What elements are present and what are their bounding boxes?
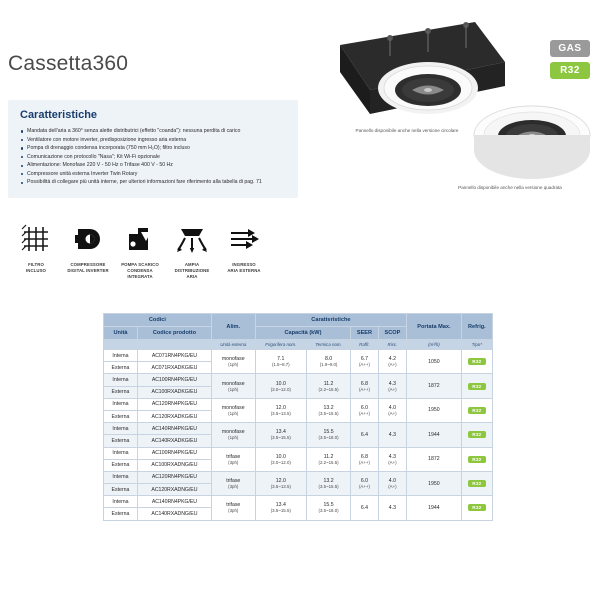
cell-codice-esterna: AC100RXADKG/EU — [138, 386, 212, 398]
refrigerant-badge: R32 — [468, 456, 485, 463]
cell-unita-esterna: Esterna — [104, 459, 138, 471]
table-subheader-codice — [138, 340, 212, 350]
cell-capacita-termica: 11.2 (2.2~15.5) — [306, 447, 350, 471]
feature-icon-strip — [10, 222, 270, 281]
cell-portata-max: 1872 — [407, 374, 462, 398]
table-row — [104, 398, 493, 410]
table-row — [104, 447, 493, 459]
refrigerant-badge: R32 — [468, 383, 485, 390]
cell-capacita-frigorifera: 12.0 (3.5~13.5) — [255, 471, 306, 495]
cell-capacita-frigorifera: 7.1 (1.5~8.7) — [255, 350, 306, 374]
condensate-pump-icon — [123, 222, 157, 256]
square-cassette-unit — [340, 22, 505, 114]
table-row — [104, 350, 493, 362]
table-header-capacita: Capacità (kW) — [255, 327, 351, 340]
cell-scop: 4.3 — [378, 496, 406, 520]
badge-group — [550, 40, 590, 79]
icon-cell-air-distribution — [166, 222, 218, 281]
cell-portata-max: 1050 — [407, 350, 462, 374]
cell-unita-interna: Interna — [104, 350, 138, 362]
cell-capacita-frigorifera: 10.0 (3.0~12.0) — [255, 447, 306, 471]
cell-unita-esterna: Esterna — [104, 410, 138, 422]
cell-alimentazione: trifase (3ph) — [211, 447, 255, 471]
table-row — [104, 423, 493, 435]
table-row — [104, 374, 493, 386]
cell-portata-max: 1950 — [407, 398, 462, 422]
table-subheader-alim: Unità esterna — [211, 340, 255, 350]
digital-inverter-compressor-icon — [71, 222, 105, 256]
air-distribution-icon — [175, 222, 209, 256]
cell-capacita-frigorifera: 10.0 (3.0~12.0) — [255, 374, 306, 398]
cell-codice-interna: AC100RN4PKG/EU — [138, 374, 212, 386]
cell-unita-esterna: Esterna — [104, 386, 138, 398]
cell-unita-interna: Interna — [104, 471, 138, 483]
list-item: Ventilatore con motore inverter, predisposizione ingresso aria esterna — [20, 136, 288, 145]
round-cassette-unit — [474, 106, 590, 179]
cell-codice-esterna: AC100RXADNG/EU — [138, 459, 212, 471]
table-row — [104, 471, 493, 483]
cell-refrigerante — [461, 350, 492, 374]
cell-refrigerante — [461, 374, 492, 398]
cell-seer: 6.4 — [351, 496, 378, 520]
cell-capacita-termica: 13.2 (3.5~15.5) — [306, 398, 350, 422]
table-subheader-portata: (m³/h) — [407, 340, 462, 350]
cell-unita-esterna: Esterna — [104, 484, 138, 496]
cell-scop: 4.3 (A+) — [378, 447, 406, 471]
cell-portata-max: 1950 — [407, 471, 462, 495]
table-header-refrig: Refrig. — [461, 314, 492, 340]
cell-codice-esterna: AC140RXADNG/EU — [138, 508, 212, 520]
cell-codice-esterna: AC120RXADKG/EU — [138, 410, 212, 422]
cell-refrigerante — [461, 398, 492, 422]
cell-capacita-frigorifera: 13.4 (3.5~15.5) — [255, 423, 306, 447]
cell-unita-interna: Interna — [104, 447, 138, 459]
icon-label: POMPA SCARICO CONDENSA INTEGRATA — [121, 262, 159, 280]
cell-alimentazione: monofase (1ph) — [211, 374, 255, 398]
cell-scop: 4.0 (A+) — [378, 398, 406, 422]
cell-capacita-frigorifera: 13.4 (3.5~15.5) — [255, 496, 306, 520]
cell-codice-interna: AC140RN4PKG/EU — [138, 423, 212, 435]
icon-cell-pump — [114, 222, 166, 281]
table-header-portata: Portata Max. — [407, 314, 462, 340]
cell-refrigerante — [461, 496, 492, 520]
list-item: Comunicazione con protocollo "Nasa"; Kit Wi-Fi opzionale — [20, 153, 288, 162]
cell-codice-esterna: AC120RXADNG/EU — [138, 484, 212, 496]
cell-portata-max: 1944 — [407, 423, 462, 447]
filter-icon — [19, 222, 53, 256]
status-badge-r32: R32 — [550, 62, 590, 79]
cell-unita-interna: Interna — [104, 374, 138, 386]
icon-cell-fresh-air — [218, 222, 270, 281]
cell-codice-esterna: AC071RXADKG/EU — [138, 362, 212, 374]
cell-unita-esterna: Esterna — [104, 508, 138, 520]
cell-seer: 6.4 — [351, 423, 378, 447]
cell-capacita-frigorifera: 12.0 (3.5~13.5) — [255, 398, 306, 422]
icon-label: COMPRESSORE DIGITAL INVERTER — [67, 262, 109, 274]
refrigerant-badge: R32 — [468, 480, 485, 487]
icon-label: FILTRO INCLUSO — [25, 262, 47, 274]
cell-seer: 6.0 (A++) — [351, 398, 378, 422]
cell-alimentazione: monofase (1ph) — [211, 423, 255, 447]
cell-unita-esterna: Esterna — [104, 362, 138, 374]
icon-cell-compressor — [62, 222, 114, 281]
table-header-alim: Alim. — [211, 314, 255, 340]
cell-codice-interna: AC120RN4PKG/EU — [138, 471, 212, 483]
table-group-header-caratteristiche: Caratteristiche — [255, 314, 406, 327]
cell-portata-max: 1944 — [407, 496, 462, 520]
table-subheader-freddo: Frigorifera nom. — [255, 340, 306, 350]
cell-alimentazione: monofase (1ph) — [211, 350, 255, 374]
cell-refrigerante — [461, 471, 492, 495]
cell-seer: 6.0 (A++) — [351, 471, 378, 495]
cell-codice-interna: AC120RN4PKG/EU — [138, 398, 212, 410]
table-body — [104, 350, 493, 521]
hero-caption-square: Pannello disponibile anche nella versione quadrata — [458, 185, 562, 190]
status-badge-gas: GAS — [550, 40, 590, 57]
cell-scop: 4.3 — [378, 423, 406, 447]
table-group-header-codici: Codici — [104, 314, 212, 327]
cell-unita-interna: Interna — [104, 398, 138, 410]
cell-alimentazione: trifase (3ph) — [211, 496, 255, 520]
table-subheader-caldo: Termica nom. — [306, 340, 350, 350]
features-heading: Caratteristiche — [20, 109, 98, 121]
cell-seer: 6.8 (A++) — [351, 374, 378, 398]
cell-refrigerante — [461, 447, 492, 471]
cell-portata-max: 1872 — [407, 447, 462, 471]
cell-refrigerante — [461, 423, 492, 447]
list-item: Possibilità di collegare più unità interne, per ulteriori informazioni fare riferimento alla tabella di pag. 71 — [20, 178, 288, 187]
table-subheader-scop: Risc. — [378, 340, 406, 350]
icon-cell-filter — [10, 222, 62, 281]
list-item: Mandata dell'aria a 360° senza alette distributrici (effetto "coanda"): nessuna perdita di carico — [20, 127, 288, 136]
refrigerant-badge: R32 — [468, 504, 485, 511]
cell-unita-esterna: Esterna — [104, 435, 138, 447]
icon-label: AMPIA DISTRIBUZIONE ARIA — [174, 262, 210, 280]
table-header-scop: SCOP — [378, 327, 406, 340]
cell-unita-interna: Interna — [104, 496, 138, 508]
cell-capacita-termica: 11.2 (2.2~15.5) — [306, 374, 350, 398]
cell-capacita-termica: 15.5 (3.5~18.0) — [306, 496, 350, 520]
cell-codice-interna: AC100RN4PKG/EU — [138, 447, 212, 459]
cell-scop: 4.0 (A+) — [378, 471, 406, 495]
refrigerant-badge: R32 — [468, 358, 485, 365]
table-row — [104, 496, 493, 508]
page-title: Cassetta360 — [8, 52, 129, 75]
table-header-seer: SEER — [351, 327, 378, 340]
list-item: Compressore unità esterna Inverter Twin Rotary — [20, 170, 288, 179]
refrigerant-badge: R32 — [468, 431, 485, 438]
cell-scop: 4.3 (A+) — [378, 374, 406, 398]
table-subheader-unita — [104, 340, 138, 350]
specifications-table — [103, 313, 493, 521]
cell-scop: 4.2 (A+) — [378, 350, 406, 374]
table-header-codice: Codice prodotto — [138, 327, 212, 340]
list-item: Alimentazione: Monofase 220 V - 50 Hz o Trifase 400 V - 50 Hz — [20, 161, 288, 170]
cell-codice-interna: AC071RN4PKG/EU — [138, 350, 212, 362]
cell-codice-esterna: AC140RXADKG/EU — [138, 435, 212, 447]
table-subheader-refrig: Tipo* — [461, 340, 492, 350]
cell-alimentazione: trifase (3ph) — [211, 471, 255, 495]
features-list — [20, 127, 288, 187]
cell-alimentazione: monofase (1ph) — [211, 398, 255, 422]
cell-unita-interna: Interna — [104, 423, 138, 435]
icon-label: INGRESSO ARIA ESTERNA — [227, 262, 261, 274]
cell-seer: 6.7 (A++) — [351, 350, 378, 374]
cell-capacita-termica: 13.2 (3.5~15.5) — [306, 471, 350, 495]
cell-capacita-termica: 8.0 (1.9~9.0) — [306, 350, 350, 374]
cell-codice-interna: AC140RN4PKG/EU — [138, 496, 212, 508]
refrigerant-badge: R32 — [468, 407, 485, 414]
fresh-air-intake-icon — [227, 222, 261, 256]
table-header-unita: Unità — [104, 327, 138, 340]
features-panel — [8, 100, 298, 198]
table-subheader-seer: Raffr. — [351, 340, 378, 350]
list-item: Pompa di drenaggio condensa incorporata (750 mm H₂O); filtro incluso — [20, 144, 288, 153]
cell-capacita-termica: 15.5 (3.5~18.0) — [306, 423, 350, 447]
cell-seer: 6.8 (A++) — [351, 447, 378, 471]
hero-caption-round: Pannello disponibile anche nella versione circolare — [355, 128, 459, 133]
